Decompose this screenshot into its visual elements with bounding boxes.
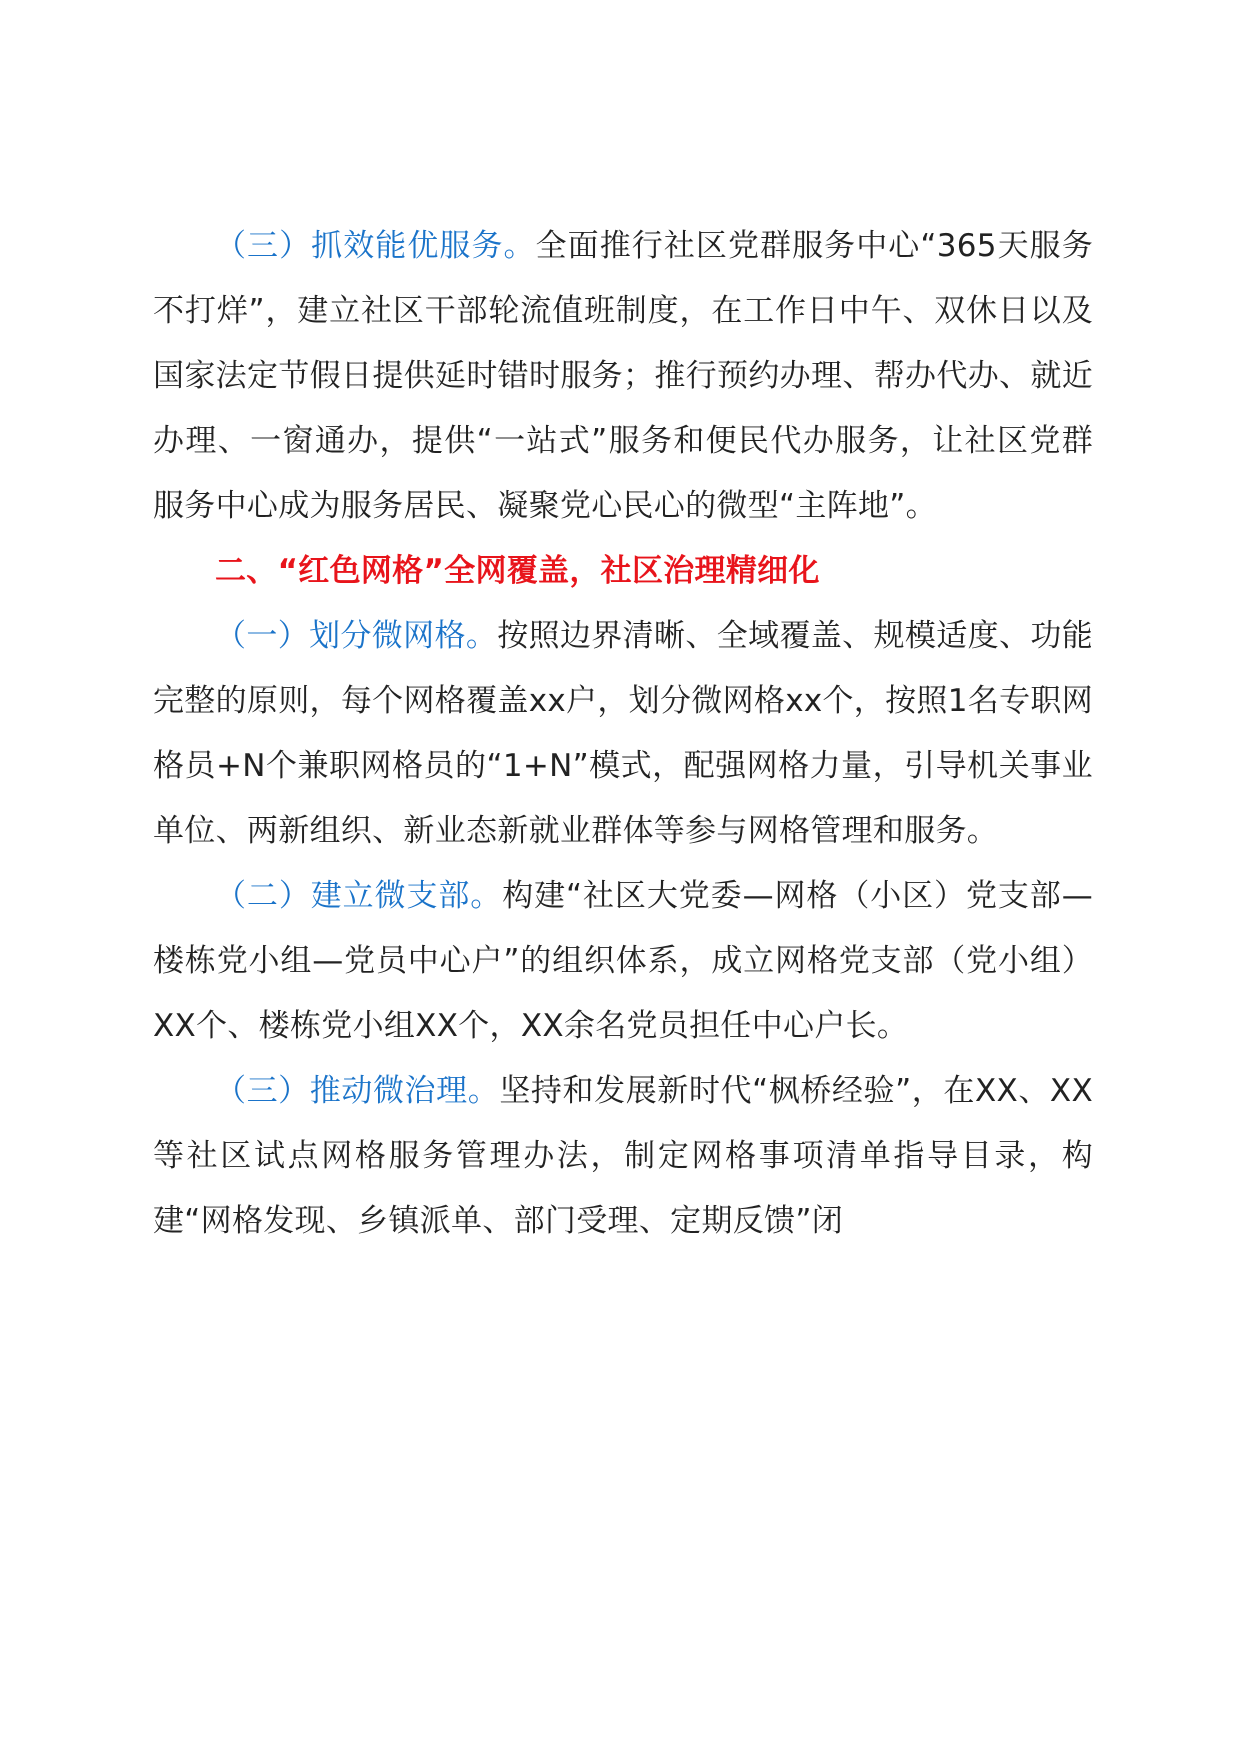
- paragraph-text: 构建“社区大党委—网格（小区）党支部—楼栋党小组—党员中心户”的组织体系，成立网格党支部（党小组）XX个、楼栋党小组XX个，XX余名党员担任中心户长。: [153, 878, 1093, 1044]
- paragraph-text: 全面推行社区党群服务中心“365天服务不打烊”，建立社区干部轮流值班制度，在工作日中午、双休日以及国家法定节假日提供延时错时服务；推行预约办理、帮办代办、就近办理、一窗通办，提供“一站式”服务和便民代办服务，让社区党群服务中心成为服务居民、凝聚党心民心的微型“主阵地”。: [153, 228, 1093, 524]
- paragraph-lead: （二）建立微支部。: [215, 878, 503, 914]
- paragraph-lead: （三）推动微治理。: [215, 1073, 500, 1109]
- paragraph-micro-governance: [153, 1059, 1093, 1254]
- paragraph-text: 按照边界清晰、全域覆盖、规模适度、功能完整的原则，每个网格覆盖xx户，划分微网格xx个，按照1名专职网格员+N个兼职网格员的“1+N”模式，配强网格力量，引导机关事业单位、两新组织、新业态新就业群体等参与网格管理和服务。: [153, 618, 1093, 849]
- document-body: [153, 214, 1093, 1254]
- paragraph-text: 坚持和发展新时代“枫桥经验”，在XX、XX等社区试点网格服务管理办法，制定网格事项清单指导目录，构建“网格发现、乡镇派单、部门受理、定期反馈”闭: [153, 1073, 1093, 1239]
- paragraph-service: [153, 214, 1093, 539]
- paragraph-micro-branch: [153, 864, 1093, 1059]
- paragraph-lead: （一）划分微网格。: [215, 618, 498, 654]
- paragraph-micro-grid: [153, 604, 1093, 864]
- section-heading: 二、“红色网格”全网覆盖，社区治理精细化: [215, 553, 820, 589]
- paragraph-lead: （三）抓效能优服务。: [215, 228, 536, 264]
